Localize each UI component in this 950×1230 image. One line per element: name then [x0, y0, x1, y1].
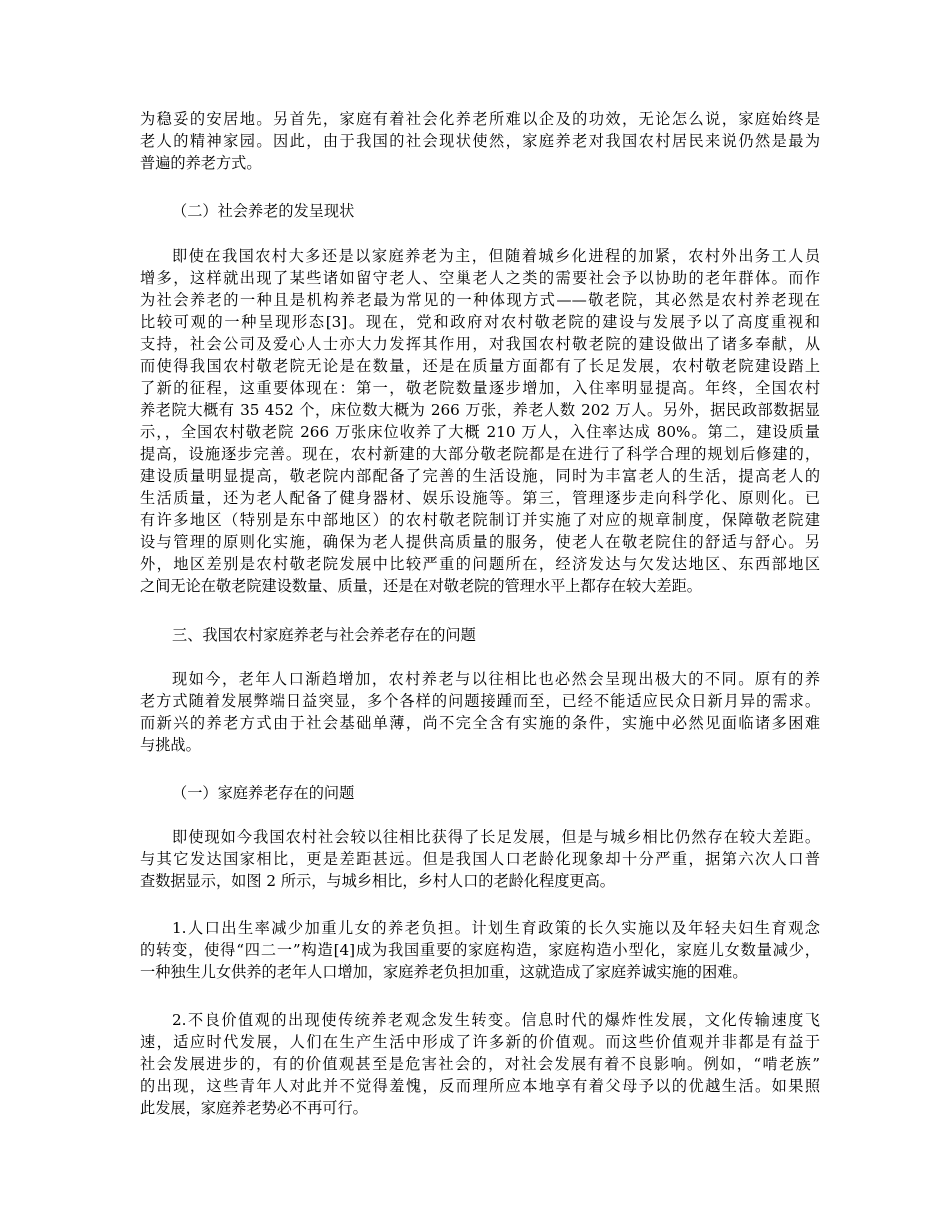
text-line: 为稳妥的安居地。另首先，家庭有着社会化养老所难以企及的功效，无论怎么说，家庭始终是 — [140, 110, 820, 128]
text-line: 比较可观的一种呈现形态[3]。现在，党和政府对农村敬老院的建设与发展予以了高度重视和 — [140, 313, 820, 331]
text-line: 为社会养老的一种且是机构养老最为常见的一种体现方式——敬老院，其必然是农村养老现在 — [140, 291, 820, 309]
text-line: 的出现，这些青年人对此并不觉得羞愧，反而理所应本地享有着父母予以的优越生活。如果照 — [140, 1077, 820, 1095]
text-line: 2.不良价值观的出现使传统养老观念发生转变。信息时代的爆炸性发展，文化传输速度飞 — [172, 1011, 820, 1029]
heading-text: （二）社会养老的发呈现状 — [172, 202, 355, 220]
text-line: 提高，设施逐步完善。现在，农村新建的大部分敬老院都是在进行了科学合理的规划后修建的， — [140, 445, 820, 463]
section-heading-problems — [140, 624, 820, 646]
text-line: 此发展，家庭养老势必不再可行。 — [140, 1099, 368, 1117]
text-line: 养老院大概有 35 452 个，床位数大概为 266 万张，养老人数 202 万人。另外，据民政部数据显 — [140, 401, 820, 419]
text-line: 即使现如今我国农村社会较以往相比获得了长足发展，但是与城乡相比仍然存在较大差距。 — [172, 828, 820, 846]
text-line: 之间无论在敬老院建设数量、质量，还是在对敬老院的管理水平上都存在较大差距。 — [140, 577, 702, 595]
text-line: 示，，全国农村敬老院 266 万张床位收养了大概 210 万人，入住率达成 80%。第二，建设质量 — [140, 423, 820, 441]
text-line: 而使得我国农村敬老院无论是在数量，还是在质量方面都有了长足发展，农村敬老院建设踏上 — [140, 357, 820, 375]
text-line: 一种独生儿女供养的老年人口增加，家庭养老负担加重，这就造成了家庭养诚实施的困难。 — [140, 963, 748, 981]
text-line: 了新的征程，这重要体现在：第一，敬老院数量逐步增加，入住率明显提高。年终，全国农村 — [140, 379, 820, 397]
section-heading-family-problems — [140, 782, 820, 804]
text-line: 的转变，使得“四二一”构造[4]成为我国重要的家庭构造，家庭构造小型化，家庭儿女数量减少， — [140, 941, 820, 959]
text-line: 老方式随着发展弊端日益突显，多个各样的问题接踵而至，已经不能适应民众日新月异的需求。 — [140, 692, 820, 710]
paragraph-family-problems — [140, 826, 820, 892]
section-heading-social-elderly-care — [140, 200, 820, 222]
text-line: 1.人口出生率减少加重儿女的养老负担。计划生育政策的长久实施以及年轻夫妇生育观念 — [172, 919, 820, 937]
paragraph-point-1 — [140, 917, 820, 983]
text-line: 社会发展进步的，有的价值观甚至是危害社会的，对社会发展有着不良影响。例如，“啃老族” — [140, 1055, 820, 1073]
text-line: 速，适应时代发展，人们在生产生活中形成了许多新的价值观。而这些价值观并非都是有益于 — [140, 1033, 820, 1051]
text-line: 与其它发达国家相比，更是差距甚远。但是我国人口老龄化现象却十分严重，据第六次人口普 — [140, 850, 820, 868]
text-line: 外，地区差别是农村敬老院发展中比较严重的问题所在，经济发达与欠发达地区、东西部地区 — [140, 555, 820, 573]
heading-text: （一）家庭养老存在的问题 — [172, 784, 355, 802]
paragraph-social-elderly-care — [140, 245, 820, 597]
text-line: 生活质量，还为老人配备了健身器材、娱乐设施等。第三，管理逐步走向科学化、原则化。已 — [140, 489, 820, 507]
text-line: 有许多地区（特别是东中部地区）的农村敬老院制订并实施了对应的规章制度，保障敬老院建 — [140, 511, 820, 529]
text-line: 查数据显示，如图 2 所示，与城乡相比，乡村人口的老龄化程度更高。 — [140, 872, 615, 890]
paragraph-continuation — [140, 108, 820, 174]
paragraph-point-2 — [140, 1009, 820, 1119]
text-line: 老人的精神家园。因此，由于我国的社会现状使然，家庭养老对我国农村居民来说仍然是最为 — [140, 132, 820, 150]
text-line: 现如今，老年人口渐趋增加，农村养老与以往相比也必然会呈现出极大的不同。原有的养 — [172, 670, 820, 688]
paragraph-problems-intro — [140, 668, 820, 756]
text-line: 建设质量明显提高，敬老院内部配备了完善的生活设施，同时为丰富老人的生活，提高老人的 — [140, 467, 820, 485]
text-line: 与挑战。 — [140, 736, 201, 754]
text-line: 而新兴的养老方式由于社会基础单薄，尚不完全含有实施的条件，实施中必然见面临诸多困难 — [140, 714, 820, 732]
text-line: 即使在我国农村大多还是以家庭养老为主，但随着城乡化进程的加紧，农村外出务工人员 — [172, 247, 820, 265]
text-line: 增多，这样就出现了某些诸如留守老人、空巢老人之类的需要社会予以协助的老年群体。而作 — [140, 269, 820, 287]
text-line: 设与管理的原则化实施，确保为老人提供高质量的服务，使老人在敬老院住的舒适与舒心。另 — [140, 533, 820, 551]
heading-text: 三、我国农村家庭养老与社会养老存在的问题 — [172, 626, 476, 644]
text-line: 普遍的养老方式。 — [140, 154, 262, 172]
text-line: 支持，社会公司及爱心人士亦大力发挥其作用，对我国农村敬老院的建设做出了诸多奉献，从 — [140, 335, 820, 353]
